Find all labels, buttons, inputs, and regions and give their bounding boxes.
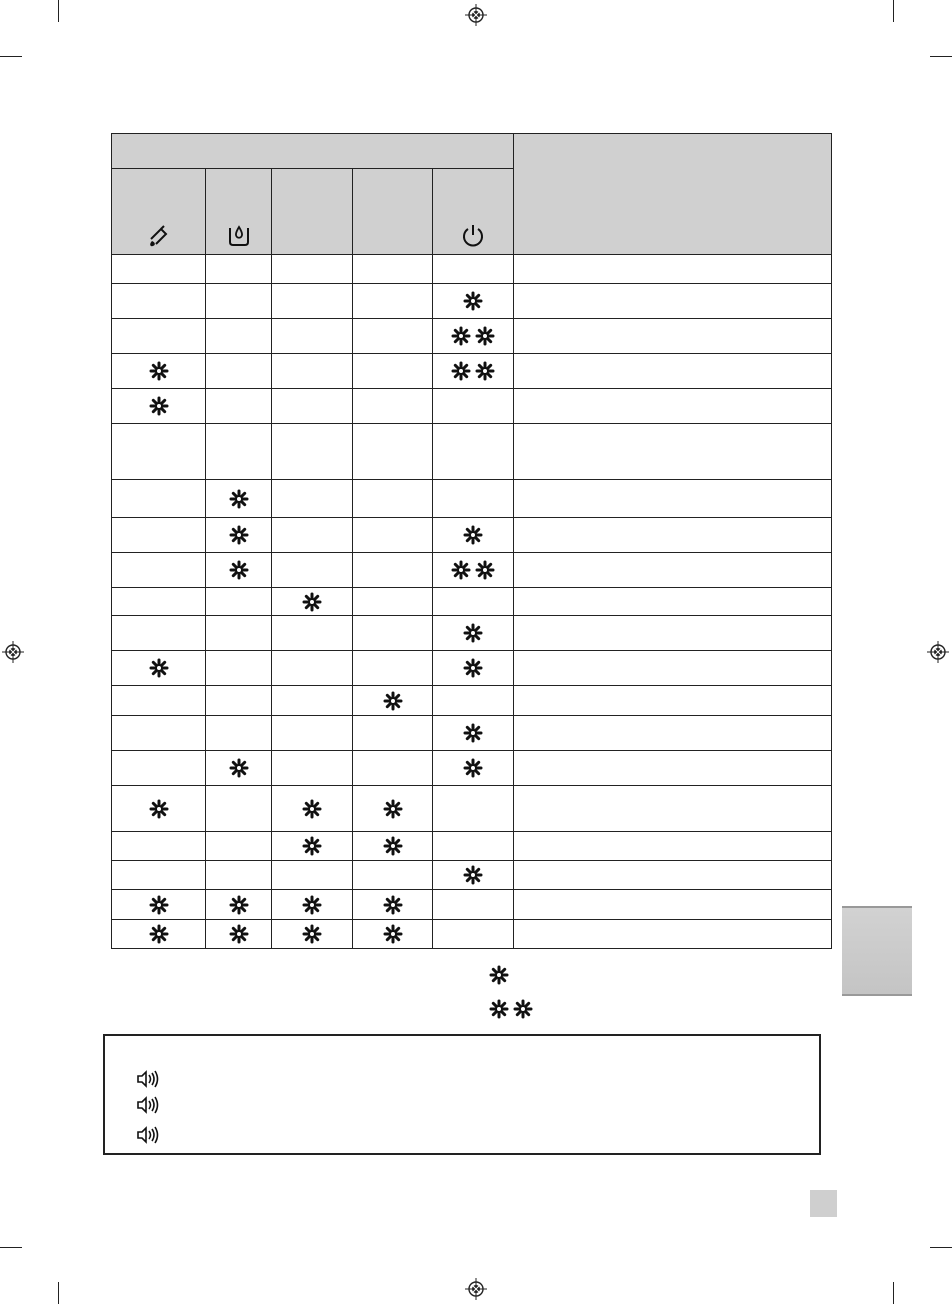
indicator-cell: [272, 716, 353, 751]
indicator-cell: [353, 255, 433, 284]
registration-mark-icon: [927, 641, 949, 663]
description-cell: [514, 861, 832, 890]
indicator-cell: [206, 861, 272, 890]
description-cell: [514, 354, 832, 389]
star-icon: [450, 559, 472, 581]
star-icon: [148, 395, 170, 417]
indicator-cell: [206, 480, 272, 518]
star-icon: [474, 559, 496, 581]
indicator-cell: [206, 751, 272, 786]
note-row: [135, 1094, 171, 1116]
star-icon: [301, 591, 323, 613]
indicator-cell: [272, 861, 353, 890]
indicator-cell: [272, 832, 353, 861]
indicator-cell: [112, 480, 206, 518]
indicator-cell: [112, 832, 206, 861]
indicator-cell: [433, 424, 514, 480]
star-icon: [228, 894, 250, 916]
power-icon: [460, 222, 486, 248]
indicator-cell: [206, 389, 272, 424]
description-cell: [514, 751, 832, 786]
description-cell: [514, 480, 832, 518]
indicator-cell: [272, 389, 353, 424]
page-number: [810, 1190, 837, 1217]
table-row: [112, 716, 832, 751]
table-row: [112, 255, 832, 284]
indicator-cell: [433, 255, 514, 284]
note-box: [103, 1034, 821, 1155]
star-icon: [228, 524, 250, 546]
crop-mark: [930, 1247, 952, 1248]
table-row: [112, 588, 832, 616]
table-row: [112, 786, 832, 832]
indicator-cell: [272, 588, 353, 616]
table-row: [112, 686, 832, 716]
column-header-pencil: [112, 169, 206, 255]
crop-mark: [58, 0, 59, 22]
indicator-cell: [112, 354, 206, 389]
star-icon: [382, 798, 404, 820]
table-row: [112, 920, 832, 949]
indicator-cell: [206, 616, 272, 651]
table-row: [112, 751, 832, 786]
description-cell: [514, 616, 832, 651]
indicator-table-body: [112, 255, 832, 949]
indicator-cell: [112, 651, 206, 686]
indicator-cell: [272, 651, 353, 686]
star-icon: [228, 757, 250, 779]
indicator-cell: [353, 319, 433, 354]
indicator-cell: [353, 424, 433, 480]
star-icon: [382, 690, 404, 712]
description-cell: [514, 424, 832, 480]
indicator-cell: [112, 890, 206, 920]
indicator-cell: [353, 861, 433, 890]
star-icon: [474, 325, 496, 347]
indicator-cell: [206, 890, 272, 920]
indicator-cell: [353, 389, 433, 424]
indicator-cell: [272, 751, 353, 786]
crop-mark: [58, 1282, 59, 1304]
indicator-cell: [272, 786, 353, 832]
indicator-cell: [433, 588, 514, 616]
indicator-cell: [206, 424, 272, 480]
indicator-cell: [433, 389, 514, 424]
indicator-cell: [353, 354, 433, 389]
indicator-cell: [433, 751, 514, 786]
indicator-cell: [353, 518, 433, 553]
indicator-cell: [353, 832, 433, 861]
indicator-cell: [353, 686, 433, 716]
description-cell: [514, 284, 832, 319]
indicator-cell: [353, 751, 433, 786]
indicator-cell: [112, 920, 206, 949]
table-row: [112, 354, 832, 389]
table-row: [112, 553, 832, 588]
column-header-power: [433, 169, 514, 255]
indicator-cell: [112, 686, 206, 716]
indicator-cell: [433, 890, 514, 920]
indicator-cell: [353, 786, 433, 832]
star-icon: [462, 864, 484, 886]
star-icon: [228, 488, 250, 510]
column-header-tank: [206, 169, 272, 255]
star-icon: [462, 757, 484, 779]
star-icon: [382, 894, 404, 916]
indicator-cell: [433, 786, 514, 832]
indicator-cell: [353, 480, 433, 518]
star-icon: [382, 923, 404, 945]
note-row: [135, 1068, 171, 1090]
star-icon: [462, 622, 484, 644]
description-cell: [514, 319, 832, 354]
star-icon: [301, 835, 323, 857]
indicator-cell: [272, 424, 353, 480]
description-cell: [514, 786, 832, 832]
table-row: [112, 480, 832, 518]
indicator-cell: [272, 890, 353, 920]
indicator-cell: [112, 716, 206, 751]
indicator-cell: [112, 255, 206, 284]
indicator-cell: [353, 588, 433, 616]
indicator-cell: [433, 518, 514, 553]
registration-mark-icon: [465, 1278, 487, 1300]
indicator-cell: [353, 651, 433, 686]
indicator-cell: [112, 588, 206, 616]
crop-mark: [930, 56, 952, 57]
star-icon: [462, 290, 484, 312]
indicator-cell: [206, 553, 272, 588]
star-icon: [301, 923, 323, 945]
indicator-cell: [353, 553, 433, 588]
indicator-cell: [433, 480, 514, 518]
indicator-cell: [353, 890, 433, 920]
column-header-4: [353, 169, 433, 255]
legend-double-star: [488, 996, 542, 1022]
legend-single-star: [488, 962, 518, 988]
indicator-cell: [206, 354, 272, 389]
star-icon: [382, 835, 404, 857]
indicator-cell: [206, 716, 272, 751]
indicator-cell: [433, 354, 514, 389]
indicator-cell: [433, 832, 514, 861]
indicator-cell: [272, 920, 353, 949]
indicator-cell: [433, 920, 514, 949]
table-row: [112, 389, 832, 424]
star-icon: [148, 894, 170, 916]
star-icon: [301, 894, 323, 916]
indicator-cell: [206, 588, 272, 616]
star-icon: [148, 923, 170, 945]
speaker-icon: [135, 1068, 163, 1090]
indicator-cell: [112, 553, 206, 588]
star-icon: [148, 360, 170, 382]
indicator-cell: [272, 480, 353, 518]
indicator-cell: [112, 786, 206, 832]
indicator-cell: [112, 518, 206, 553]
star-icon: [474, 360, 496, 382]
indicator-cell: [433, 319, 514, 354]
indicator-cell: [272, 319, 353, 354]
indicator-cell: [112, 751, 206, 786]
table-row: [112, 284, 832, 319]
table-row: [112, 424, 832, 480]
indicator-cell: [206, 786, 272, 832]
table-row: [112, 616, 832, 651]
crop-mark: [0, 56, 22, 57]
description-cell: [514, 920, 832, 949]
star-icon: [462, 722, 484, 744]
indicator-cell: [272, 354, 353, 389]
description-cell: [514, 716, 832, 751]
water-tank-icon: [226, 222, 252, 248]
description-cell: [514, 389, 832, 424]
registration-mark-icon: [2, 641, 24, 663]
indicator-cell: [272, 284, 353, 319]
speaker-icon: [135, 1124, 163, 1146]
indicator-cell: [353, 284, 433, 319]
indicator-cell: [112, 389, 206, 424]
crop-mark: [893, 0, 894, 22]
indicator-cell: [272, 518, 353, 553]
crop-mark: [0, 1247, 22, 1248]
indicator-cell: [206, 319, 272, 354]
indicator-cell: [272, 686, 353, 716]
speaker-icon: [135, 1094, 163, 1116]
star-icon: [488, 964, 510, 986]
table-row: [112, 861, 832, 890]
description-cell: [514, 518, 832, 553]
star-icon: [488, 998, 510, 1020]
description-cell: [514, 588, 832, 616]
indicator-cell: [112, 284, 206, 319]
indicator-cell: [206, 255, 272, 284]
description-cell: [514, 686, 832, 716]
indicator-cell: [433, 553, 514, 588]
description-cell: [514, 553, 832, 588]
indicator-cell: [433, 616, 514, 651]
indicator-cell: [272, 553, 353, 588]
table-row: [112, 890, 832, 920]
star-icon: [512, 998, 534, 1020]
indicator-table: [111, 133, 832, 949]
indicator-cell: [353, 616, 433, 651]
section-side-tab: [842, 906, 912, 996]
indicator-cell: [206, 686, 272, 716]
star-icon: [148, 798, 170, 820]
indicator-cell: [206, 832, 272, 861]
star-icon: [301, 798, 323, 820]
indicator-cell: [433, 284, 514, 319]
indicator-cell: [112, 319, 206, 354]
description-cell: [514, 890, 832, 920]
star-icon: [148, 657, 170, 679]
table-row: [112, 518, 832, 553]
description-cell: [514, 255, 832, 284]
description-cell: [514, 832, 832, 861]
table-row: [112, 319, 832, 354]
indicator-cell: [112, 616, 206, 651]
indicator-cell: [112, 424, 206, 480]
indicator-cell: [112, 861, 206, 890]
indicator-cell: [206, 651, 272, 686]
indicator-group-header: [112, 134, 514, 169]
star-icon: [228, 559, 250, 581]
indicator-cell: [433, 716, 514, 751]
indicator-cell: [206, 518, 272, 553]
star-icon: [462, 657, 484, 679]
description-cell: [514, 651, 832, 686]
star-icon: [228, 923, 250, 945]
indicator-cell: [433, 686, 514, 716]
table-row: [112, 832, 832, 861]
table-row: [112, 651, 832, 686]
crop-mark: [893, 1282, 894, 1304]
star-icon: [462, 524, 484, 546]
star-icon: [450, 360, 472, 382]
indicator-cell: [206, 284, 272, 319]
registration-mark-icon: [465, 4, 487, 26]
indicator-cell: [272, 255, 353, 284]
indicator-cell: [206, 920, 272, 949]
indicator-cell: [433, 861, 514, 890]
description-header: [514, 134, 832, 255]
indicator-cell: [433, 651, 514, 686]
column-header-3: [272, 169, 353, 255]
note-row: [135, 1124, 171, 1146]
star-icon: [450, 325, 472, 347]
indicator-cell: [353, 716, 433, 751]
indicator-cell: [272, 616, 353, 651]
indicator-cell: [353, 920, 433, 949]
pencil-drop-icon: [146, 222, 172, 248]
